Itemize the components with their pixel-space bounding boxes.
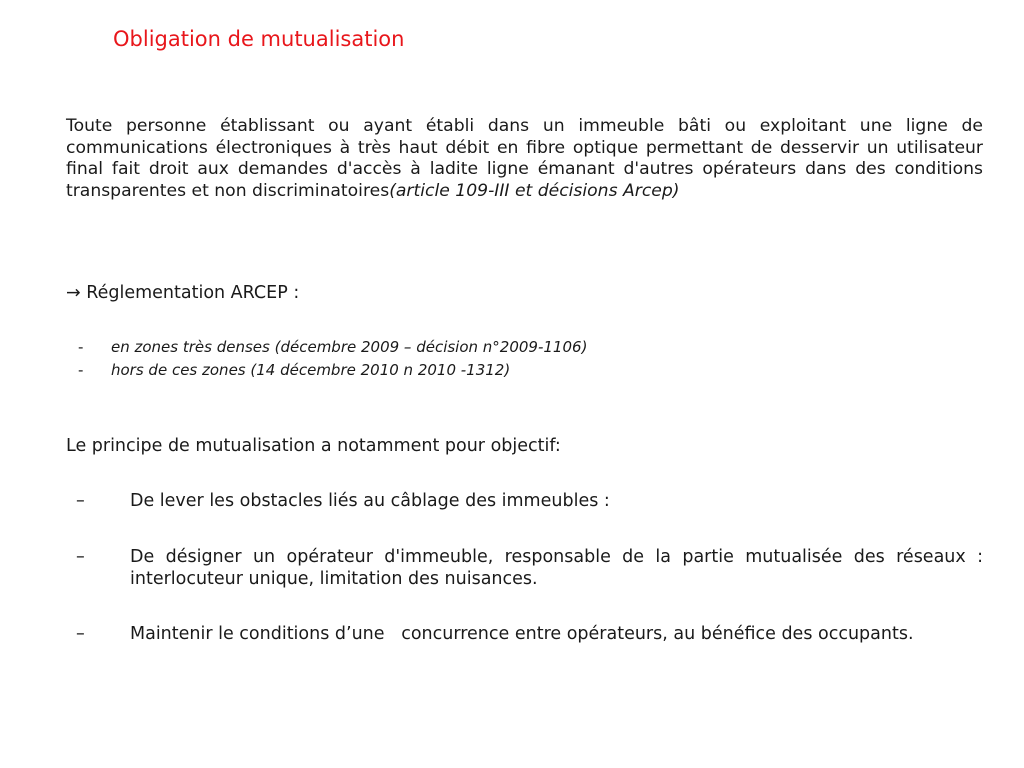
regulation-item-text: hors de ces zones (14 décembre 2010 n 2010 -1312) — [111, 361, 511, 379]
list-dash: – — [76, 547, 85, 567]
regulation-item — [78, 359, 587, 382]
intro-text: Toute personne établissant ou ayant établi dans un immeuble bâti ou exploitant une ligne de communications électroniques à très haut débit en fibre optique permettant de desservir un utilisateur final fait droit aux demandes d'accès à ladite ligne émanant d'autres opérateurs dans des conditions transparentes et non discriminatoires — [66, 116, 983, 201]
principle-heading: Le principe de mutualisation a notamment pour objectif: — [66, 436, 561, 456]
list-dash: - — [78, 361, 84, 379]
objective-text: De lever les obstacles liés au câblage des immeubles : — [130, 491, 610, 511]
list-dash: – — [76, 491, 85, 511]
objective-item — [76, 623, 983, 645]
objective-item — [76, 546, 983, 590]
intro-paragraph — [66, 116, 983, 202]
regulation-item — [78, 336, 587, 359]
regulation-list — [78, 336, 587, 382]
objective-item — [76, 490, 983, 512]
regulation-item-text: en zones très denses (décembre 2009 – décision n°2009-1106) — [111, 338, 588, 356]
list-dash: – — [76, 624, 85, 644]
objective-text: De désigner un opérateur d'immeuble, responsable de la partie mutualisée des réseaux : interlocuteur unique, limitation des nuisances. — [130, 547, 983, 589]
intro-reference: (article 109-III et décisions Arcep) — [389, 180, 680, 201]
objective-text: Maintenir le conditions d’une concurrence entre opérateurs, au bénéfice des occupants. — [130, 624, 914, 644]
regulation-heading: → Réglementation ARCEP : — [66, 283, 300, 303]
slide-title: Obligation de mutualisation — [113, 27, 405, 51]
list-dash: - — [78, 338, 84, 356]
